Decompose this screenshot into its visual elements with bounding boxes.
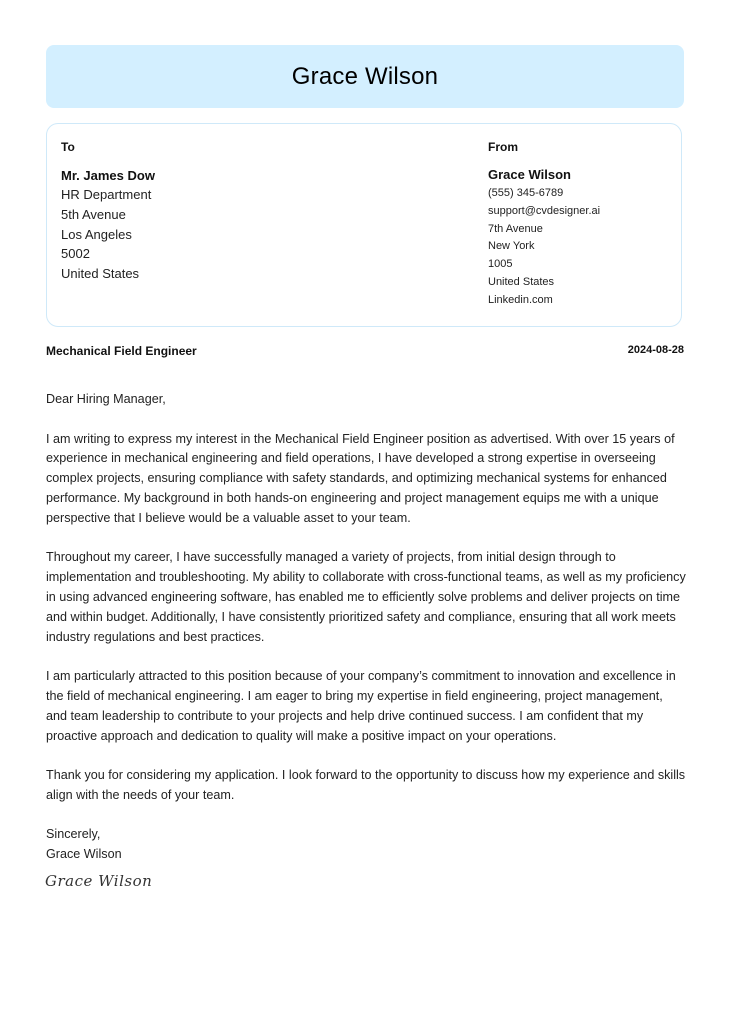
recipient-block: [61, 140, 361, 284]
recipient-street: 5th Avenue: [61, 206, 126, 222]
sender-linkedin: Linkedin.com: [488, 293, 553, 306]
address-card: [46, 123, 682, 327]
sender-name: Grace Wilson: [488, 167, 571, 182]
sender-block: [488, 140, 668, 310]
letter-date: 2024-08-28: [627, 344, 684, 356]
closing-block: [46, 825, 122, 865]
sender-phone: (555) 345-6789: [488, 187, 564, 199]
recipient-department: HR Department: [61, 187, 152, 202]
job-title: Mechanical Field Engineer: [46, 344, 197, 358]
recipient-name: Mr. James Dow: [61, 168, 155, 183]
paragraph-3: I am particularly attracted to this position because of your company’s commitment to innovation and excellence in the field of mechanical engineering. I am eager to bring my expertise in field engineering, project management, and team leadership to contribute to your projects and help drive continued success. I am confident that my proactive approach and dedication to quality will make a positive impact on your operations.: [46, 669, 676, 743]
sender-postcode: 1005: [488, 258, 513, 271]
header-banner: [46, 45, 684, 108]
sender-street: 7th Avenue: [488, 222, 543, 235]
closing-name: Grace Wilson: [46, 846, 122, 861]
sender-email: support@cvdesigner.ai: [488, 204, 601, 217]
paragraph-4: Thank you for considering my application. I look forward to the opportunity to discuss how my experience and skills align with the needs of your team.: [46, 768, 686, 802]
paragraph-1: I am writing to express my interest in the Mechanical Field Engineer position as advertised. With over 15 years of experience in mechanical engineering and field operations, I have developed a strong expertise in overseeing complex projects, ensuring compliance with safety standards, and optimizing mechanical systems for enhanced performance. My background in both hands-on engineering and project management equips me with a unique perspective that I believe would be a valuable asset to your team.: [46, 431, 675, 525]
sender-heading: From: [488, 140, 518, 154]
sender-city: New York: [488, 240, 535, 253]
applicant-name: Grace Wilson: [291, 62, 439, 90]
signature: Grace Wilson: [45, 872, 153, 890]
recipient-postcode: 5002: [61, 246, 90, 262]
letter-body: [46, 390, 686, 826]
salutation: Dear Hiring Manager,: [46, 392, 166, 406]
recipient-city: Los Angeles: [61, 226, 132, 242]
recipient-heading: To: [61, 140, 75, 154]
recipient-country: United States: [61, 266, 140, 282]
closing-phrase: Sincerely,: [46, 827, 101, 841]
paragraph-2: Throughout my career, I have successfully managed a variety of projects, from initial design through to implementation and troubleshooting. My ability to collaborate with cross-functional teams, as well as my proficiency in using advanced engineering software, has enabled me to efficiently solve problems and deliver projects on time and within budget. Additionally, I have consistently prioritized safety and compliance, ensuring that all work meets industry regulations and best practices.: [46, 550, 686, 644]
sender-country: United States: [488, 275, 555, 288]
